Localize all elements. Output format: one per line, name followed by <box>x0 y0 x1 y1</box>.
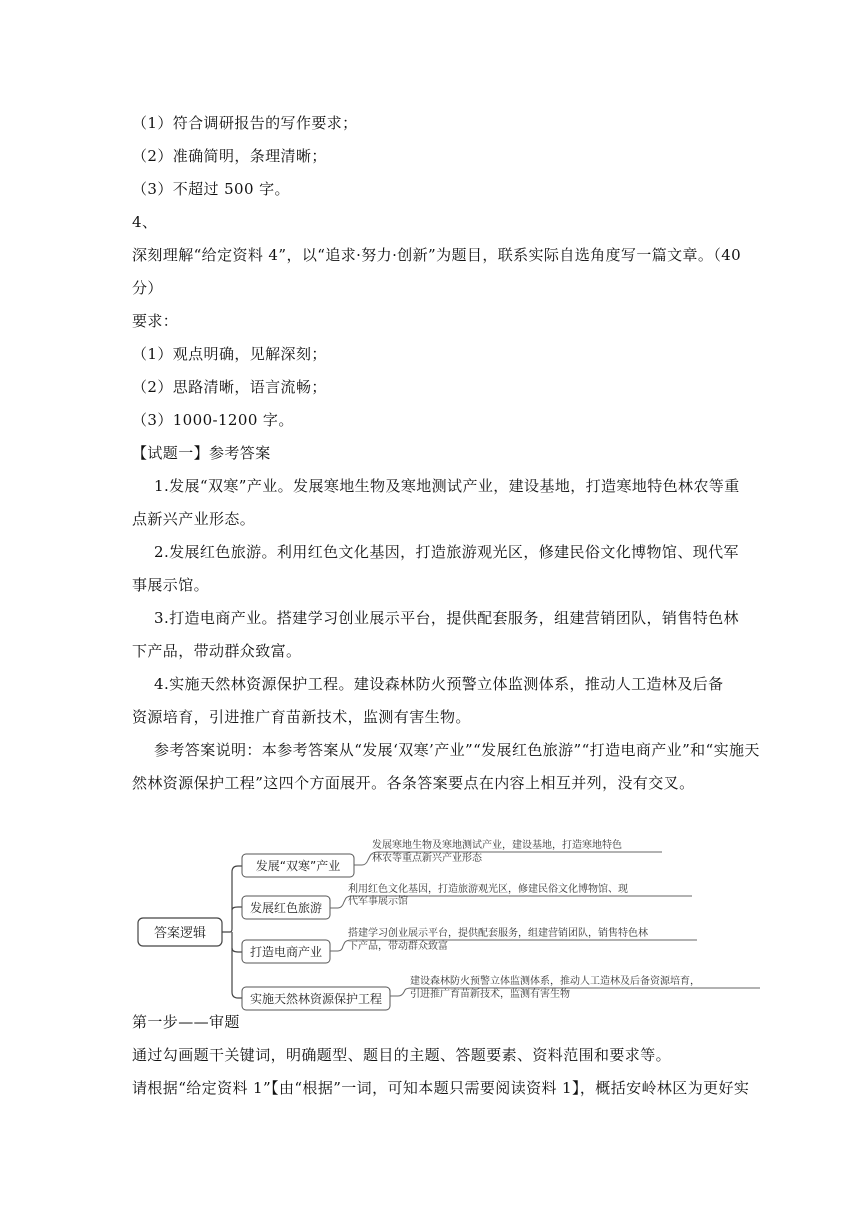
branch-4-note-line-2: 引进推广育苗新技术，监测有害生物 <box>410 989 570 1000</box>
branch-node-4 <box>242 974 760 1010</box>
answer-3-line-1: 3.打造电商产业。搭建学习创业展示平台，提供配套服务，组建营销团队，销售特色林 <box>154 609 739 627</box>
explanation-line-1: 参考答案说明：本参考答案从“发展‘双寒’产业”“发展红色旅游”“打造电商产业”和“实施天 <box>154 741 760 759</box>
branch-3-note-line-1: 搭建学习创业展示平台，提供配套服务，组建营销团队，销售特色林 <box>348 928 648 939</box>
answer-1-line-2: 点新兴产业形态。 <box>132 510 256 528</box>
branch-1-label: 发展“双寒”产业 <box>255 859 341 873</box>
root-node <box>138 918 222 946</box>
answer-4-line-2: 资源培育，引进推广育苗新技术，监测有害生物。 <box>132 708 471 726</box>
branch-3-label: 打造电商产业 <box>249 945 323 959</box>
branch-2-label: 发展红色旅游 <box>249 901 323 915</box>
answer-2-line-1: 2.发展红色旅游。利用红色文化基因，打造旅游观光区，修建民俗文化博物馆、现代军 <box>154 543 739 561</box>
root-node-label: 答案逻辑 <box>153 926 207 941</box>
requirement-line-2: （2）准确简明，条理清晰； <box>132 147 327 165</box>
question-text-line-2: 分） <box>132 279 163 297</box>
branch-1-note-line-2: 林农等重点新兴产业形态 <box>372 853 482 864</box>
question-text-line-1: 深刻理解“给定资料 4”，以“追求·努力·创新”为题目，联系实际自选角度写一篇文章。（40 <box>132 246 742 264</box>
requirement-item-3: （3）1000-1200 字。 <box>132 411 294 429</box>
requirement-line-1: （1）符合调研报告的写作要求； <box>132 114 358 132</box>
branch-node-1 <box>242 838 662 877</box>
analysis-line: 请根据“给定资料 1”【由“根据”一词，可知本题只需要阅读资料 1】，概括安岭林区为更好实 <box>132 1079 750 1097</box>
answer-3-line-2: 下产品，带动群众致富。 <box>132 642 302 660</box>
question-number: 4、 <box>132 213 158 231</box>
requirement-item-2: （2）思路清晰，语言流畅； <box>132 378 327 396</box>
branch-node-3 <box>242 926 697 963</box>
answer-4-line-1: 4.实施天然林资源保护工程。建设森林防火预警立体监测体系，推动人工造林及后备 <box>154 675 724 693</box>
connector <box>232 907 242 910</box>
branch-3-note-line-2: 下产品，带动群众致富 <box>348 941 448 952</box>
branch-1-note-line-1: 发展寒地生物及寒地测试产业，建设基地，打造寒地特色 <box>372 840 622 851</box>
connector <box>232 932 242 952</box>
branch-2-note-line-2: 代军事展示馆 <box>348 896 408 907</box>
connector <box>222 866 242 932</box>
explanation-line-2: 然林资源保护工程”这四个方面展开。各条答案要点在内容上相互并列，没有交叉。 <box>132 774 695 792</box>
step-description: 通过勾画题干关键词，明确题型、题目的主题、答题要素、资料范围和要求等。 <box>132 1046 672 1064</box>
answer-1-line-1: 1.发展“双寒”产业。发展寒地生物及寒地测试产业，建设基地，打造寒地特色林农等重 <box>154 477 740 495</box>
requirements-heading: 要求： <box>132 312 179 330</box>
answer-logic-diagram <box>132 832 764 1014</box>
answer-2-line-2: 事展示馆。 <box>132 576 210 594</box>
answer-heading: 【试题一】参考答案 <box>132 444 271 462</box>
branch-2-note-line-1: 利用红色文化基因，打造旅游观光区，修建民俗文化博物馆、现 <box>348 884 628 895</box>
connector <box>232 948 242 998</box>
branch-4-label: 实施天然林资源保护工程 <box>249 992 383 1006</box>
branch-4-note-line-1: 建设森林防火预警立体监测体系，推动人工造林及后备资源培育， <box>410 976 700 987</box>
requirement-line-3: （3）不超过 500 字。 <box>132 180 290 198</box>
branch-node-2 <box>242 882 692 919</box>
requirement-item-1: （1）观点明确，见解深刻； <box>132 345 327 363</box>
step-heading: 第一步——审题 <box>132 1013 240 1031</box>
